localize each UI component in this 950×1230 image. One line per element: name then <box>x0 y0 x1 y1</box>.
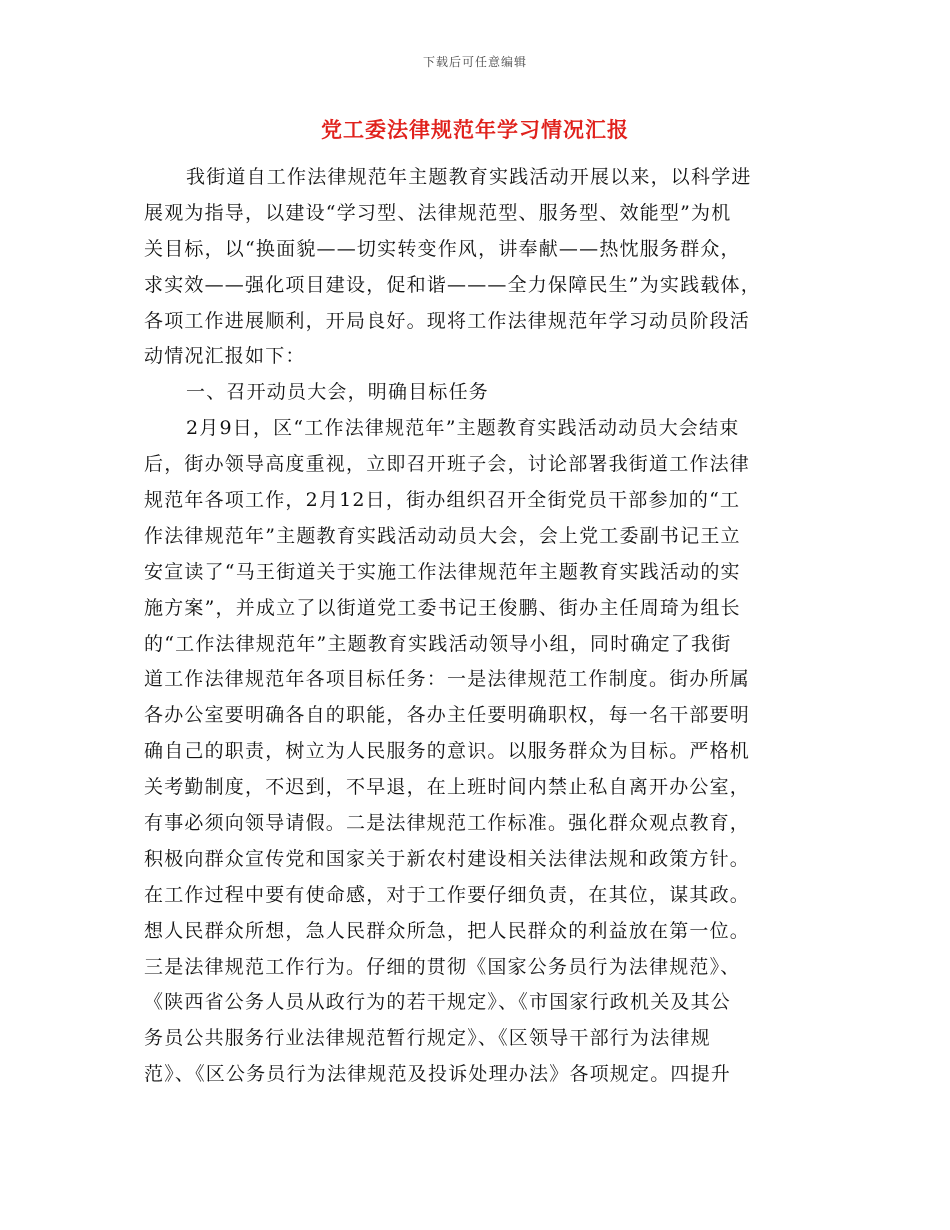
body-line: 积极向群众宣传党和国家关于新农村建设相关法律法规和政策方针。 <box>144 847 751 870</box>
body-line: 求实效——强化项目建设，促和谐———全力保障民生”为实践载体， <box>144 273 761 296</box>
body-line: 2月9日，区“工作法律规范年”主题教育实践活动动员大会结束 <box>186 417 740 440</box>
section-heading: 一、召开动员大会，明确目标任务 <box>186 381 490 404</box>
body-line: 的“工作法律规范年”主题教育实践活动领导小组，同时确定了我街 <box>144 632 732 655</box>
body-line: 各项工作进展顺利，开局良好。现将工作法律规范年学习动员阶段活 <box>144 309 751 332</box>
body-line: 三是法律规范工作行为。仔细的贯彻《国家公务员行为法律规范》、 <box>144 955 741 978</box>
body-line: 动情况汇报如下： <box>144 345 306 368</box>
body-line: 有事必须向领导请假。二是法律规范工作标准。强化群众观点教育， <box>144 812 751 835</box>
body-line: 展观为指导，以建设“学习型、法律规范型、服务型、效能型”为机 <box>144 201 732 224</box>
body-line: 我街道自工作法律规范年主题教育实践活动开展以来，以科学进 <box>186 166 752 188</box>
body-line: 关考勤制度，不迟到，不早退，在上班时间内禁止私自离开办公室， <box>144 776 751 799</box>
body-line: 确自己的职责，树立为人民服务的意识。以服务群众为目标。严格机 <box>144 740 751 763</box>
body-line: 务员公共服务行业法律规范暂行规定》、《区领导干部行为法律规 <box>144 1027 711 1050</box>
body-line: 想人民群众所想，急人民群众所急，把人民群众的利益放在第一位。 <box>144 919 751 942</box>
body-line: 在工作过程中要有使命感，对于工作要仔细负责，在其位，谋其政。 <box>144 883 751 906</box>
body-line: 《陕西省公务人员从政行为的若干规定》、《市国家行政机关及其公 <box>144 991 732 1014</box>
body-line: 范》、《区公务员行为法律规范及投诉处理办法》各项规定。四提升 <box>144 1063 732 1086</box>
body-line: 规范年各项工作，2月12日，街办组织召开全街党员干部参加的“工 <box>144 489 741 512</box>
body-line: 安宣读了“马王街道关于实施工作法律规范年主题教育实践活动的实 <box>144 560 741 583</box>
body-line: 关目标，以“换面貌——切实转变作风，讲奉献——热忱服务群众， <box>144 237 741 260</box>
body-line: 道工作法律规范年各项目标任务：一是法律规范工作制度。街办所属 <box>144 668 751 691</box>
document-body <box>144 160 816 1093</box>
document-title: 党工委法律规范年学习情况汇报 <box>321 117 629 142</box>
body-line: 施方案”，并成立了以街道党工委书记王俊鹏、街办主任周琦为组长 <box>144 596 741 619</box>
body-line: 作法律规范年”主题教育实践活动动员大会，会上党工委副书记王立 <box>144 524 741 547</box>
body-line: 各办公室要明确各自的职能，各办主任要明确职权，每一名干部要明 <box>144 704 751 727</box>
body-line: 后，街办领导高度重视，立即召开班子会，讨论部署我街道工作法律 <box>144 453 751 476</box>
header-note: 下载后可任意编辑 <box>422 55 527 69</box>
